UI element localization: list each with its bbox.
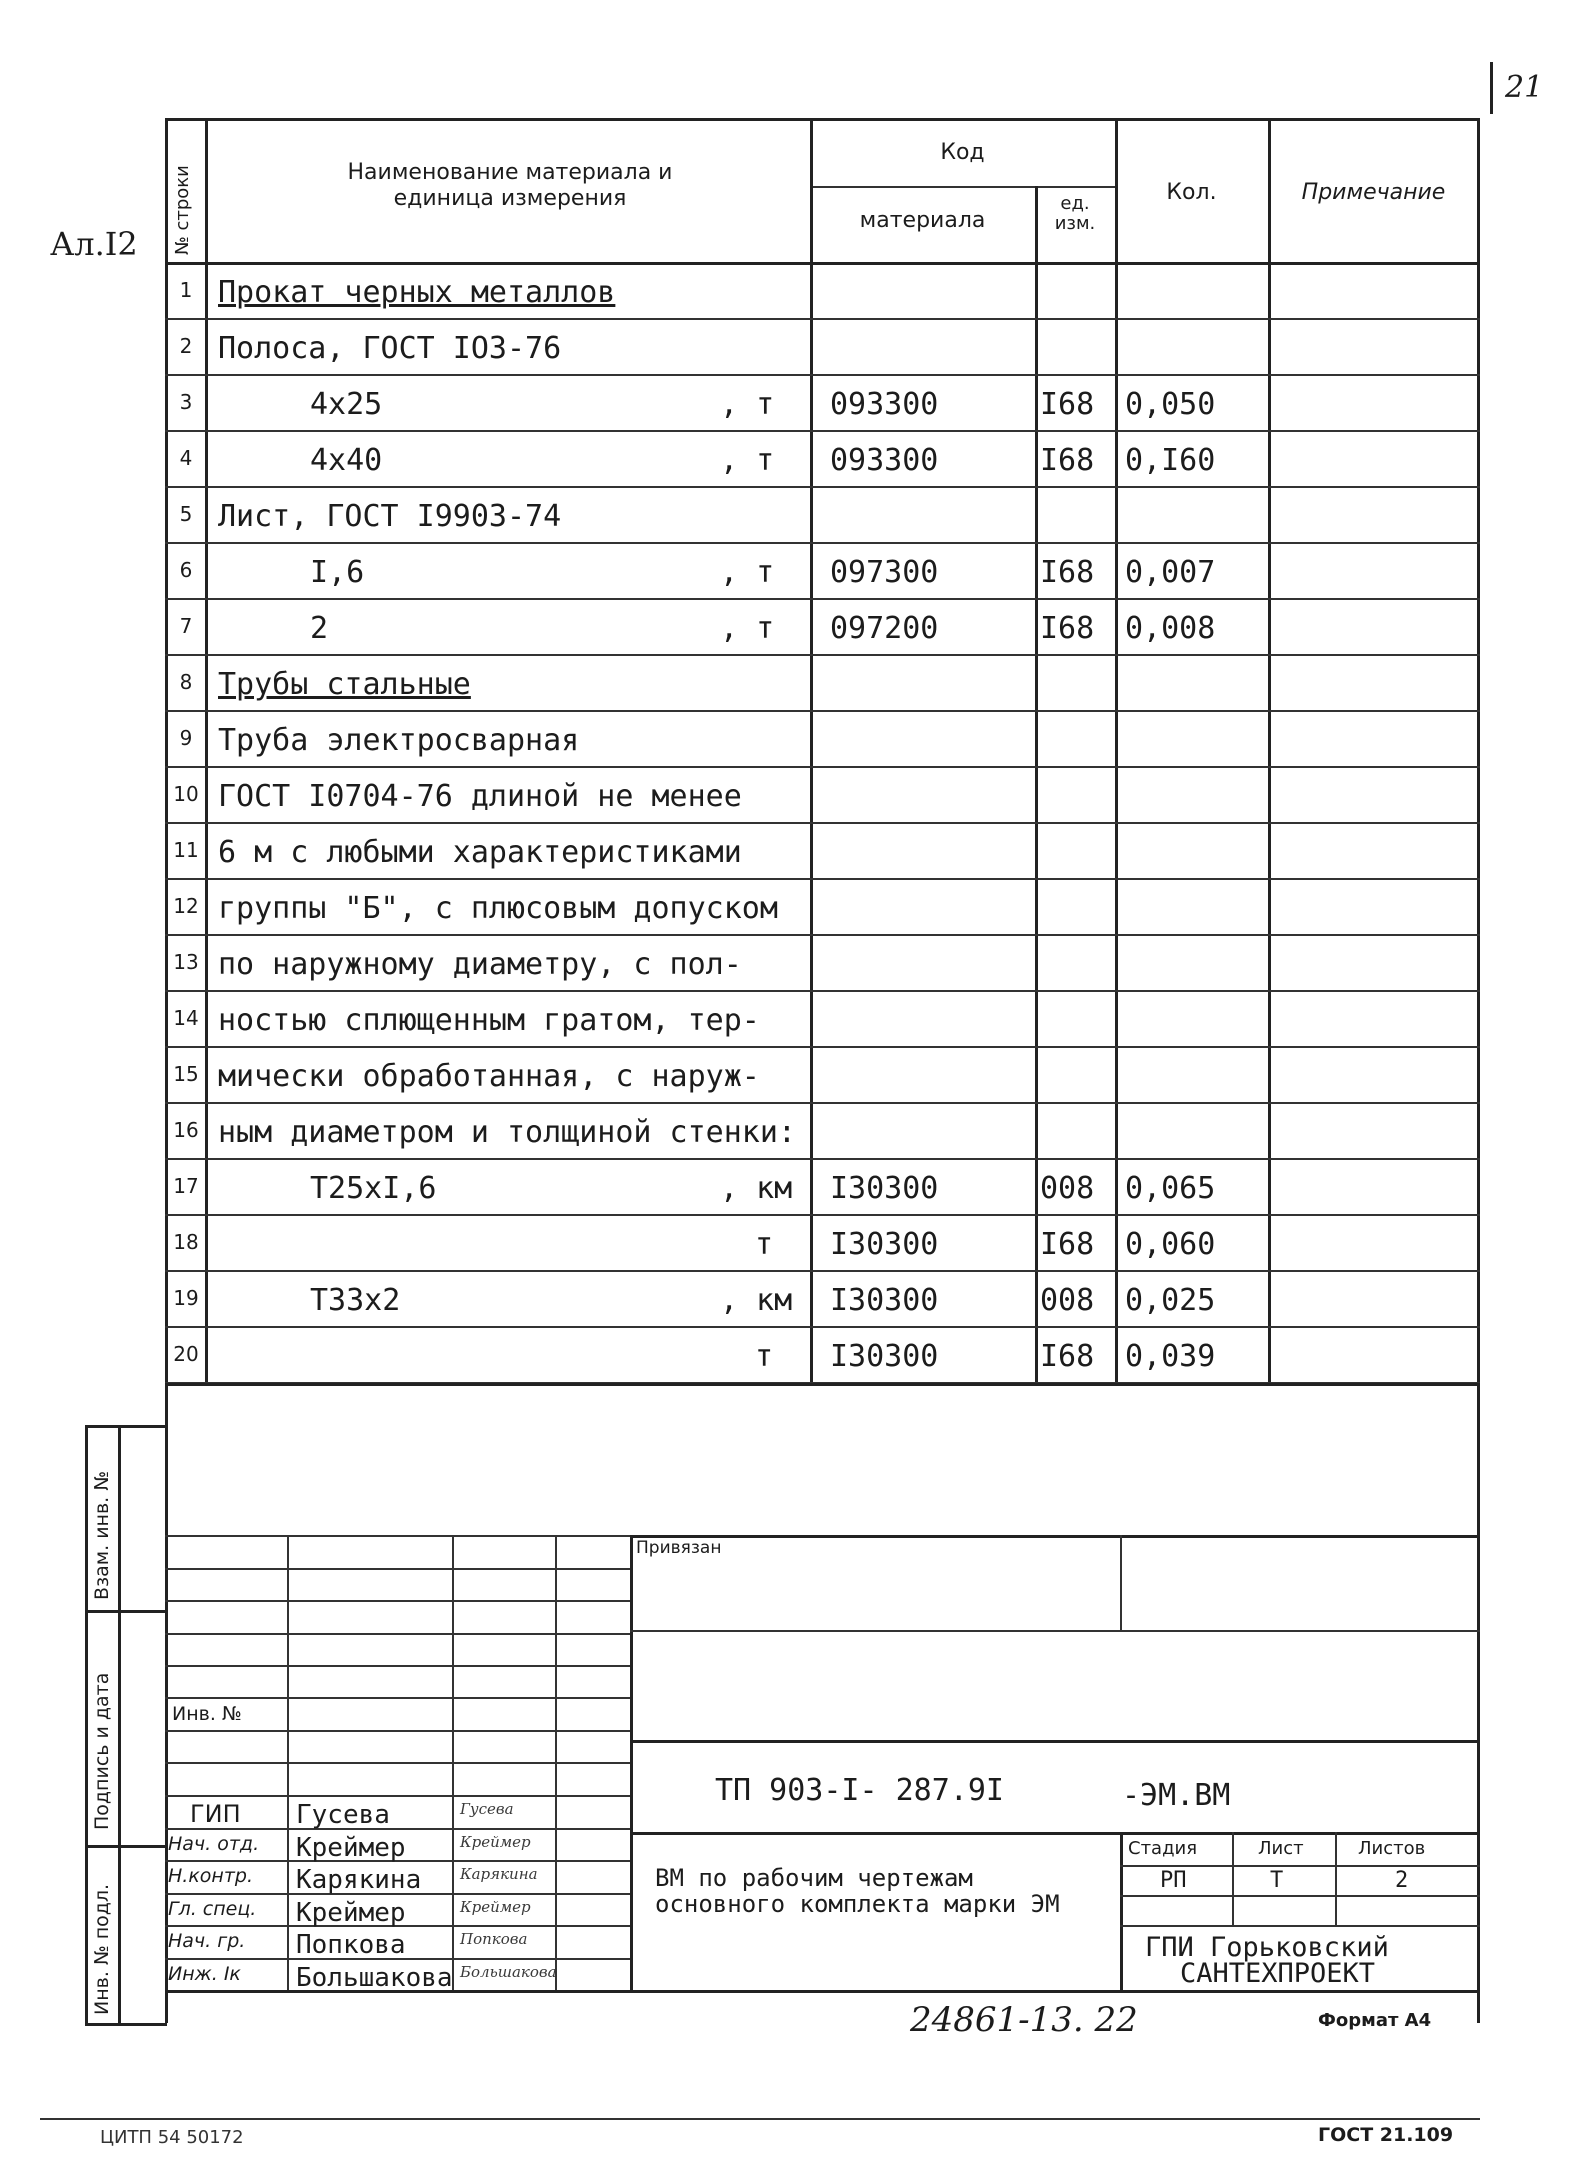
row-name: ностью сплющенным гратом, тер- xyxy=(218,1003,760,1038)
stamp-stage-label: Стадия xyxy=(1128,1838,1198,1859)
row-number: 17 xyxy=(173,1174,199,1198)
stamp-doc-code: ТП 903-I- 287.9I xyxy=(715,1773,1004,1808)
row-name: Прокат черных металлов xyxy=(218,275,616,310)
row-number: 15 xyxy=(173,1062,199,1086)
margin-podpis: Подпись и дата xyxy=(91,1672,113,1830)
header-code: Код xyxy=(940,140,985,165)
row-number: 16 xyxy=(173,1118,199,1142)
row-name: Т25xI,6 xyxy=(310,1171,437,1206)
footer-left: ЦИТП 54 50172 xyxy=(100,2127,244,2148)
person-role: Нач. отд. xyxy=(168,1832,260,1855)
row-unit: , т xyxy=(720,387,775,422)
row-name: по наружному диаметру, с пол- xyxy=(218,947,742,982)
row-number: 13 xyxy=(173,950,199,974)
margin-vzam: Взам. инв. № xyxy=(91,1470,113,1600)
row-qty: 0,065 xyxy=(1125,1171,1216,1206)
person-name: Карякина xyxy=(296,1865,422,1895)
person-role: Нач. гр. xyxy=(168,1930,246,1952)
row-divider xyxy=(165,430,1480,432)
row-name: Трубы стальные xyxy=(218,667,471,702)
row-unit: , км xyxy=(720,1171,793,1206)
row-divider xyxy=(165,1326,1480,1328)
row-qty: 0,025 xyxy=(1125,1283,1216,1318)
row-name: 4x40 xyxy=(310,443,383,478)
row-divider xyxy=(165,1046,1480,1048)
row-material-code: I30300 xyxy=(830,1339,939,1374)
row-number: 7 xyxy=(179,614,193,638)
stamp-stage: РП xyxy=(1160,1868,1187,1893)
row-unit: , т xyxy=(720,443,775,478)
row-divider xyxy=(165,1214,1480,1216)
row-name: 4x25 xyxy=(310,387,383,422)
person-name: Креймер xyxy=(296,1832,406,1863)
row-name: Труба электросварная xyxy=(218,723,580,758)
row-unit-code: I68 xyxy=(1040,555,1095,590)
row-qty: 0,050 xyxy=(1125,387,1216,422)
person-signature: Попкова xyxy=(460,1930,528,1948)
row-number: 4 xyxy=(179,446,193,470)
person-name: Большакова xyxy=(296,1962,453,1993)
person-role: Гл. спец. xyxy=(168,1897,257,1920)
row-divider xyxy=(165,1158,1480,1160)
row-unit-code: I68 xyxy=(1040,387,1095,422)
stamp-org-1: ГПИ Горьковский xyxy=(1145,1932,1389,1963)
row-number: 8 xyxy=(179,670,193,694)
row-unit: , т xyxy=(720,555,775,590)
person-role: ГИП xyxy=(190,1800,241,1828)
row-divider xyxy=(165,766,1480,768)
row-unit-code: 008 xyxy=(1040,1171,1095,1206)
row-material-code: I30300 xyxy=(830,1171,939,1206)
row-number: 11 xyxy=(173,838,199,862)
row-unit: , т xyxy=(720,611,775,646)
row-number: 9 xyxy=(179,726,193,750)
row-name: группы "Б", с плюсовым допуском xyxy=(218,891,778,926)
row-divider xyxy=(165,318,1480,320)
row-unit-code: 008 xyxy=(1040,1283,1095,1318)
row-number: 18 xyxy=(173,1230,199,1254)
row-divider xyxy=(165,878,1480,880)
row-qty: 0,007 xyxy=(1125,555,1216,590)
row-name: ГОСТ I0704-76 длиной не менее xyxy=(218,779,742,814)
row-qty: 0,060 xyxy=(1125,1227,1216,1262)
row-name: Лист, ГОСТ I9903-74 xyxy=(218,499,562,534)
row-material-code: I30300 xyxy=(830,1227,939,1262)
person-signature: Большакова xyxy=(460,1962,557,1981)
side-label: Ал.I2 xyxy=(50,225,138,263)
row-number: 3 xyxy=(179,390,193,414)
row-divider xyxy=(165,542,1480,544)
row-material-code: 093300 xyxy=(830,387,939,422)
row-number: 6 xyxy=(179,558,193,582)
row-number: 2 xyxy=(179,334,193,358)
person-name: Креймер xyxy=(296,1897,406,1928)
row-divider xyxy=(165,598,1480,600)
row-qty: 0,039 xyxy=(1125,1339,1216,1374)
page-number: 21 xyxy=(1505,70,1544,105)
row-unit-code: I68 xyxy=(1040,1339,1095,1374)
row-divider xyxy=(165,1270,1480,1272)
row-number: 20 xyxy=(173,1342,199,1366)
row-number: 12 xyxy=(173,894,199,918)
row-material-code: 097300 xyxy=(830,555,939,590)
row-unit: , км xyxy=(720,1283,793,1318)
stamp-doc-suffix: -ЭМ.ВМ xyxy=(1122,1778,1231,1813)
stamp-sheet-label: Лист xyxy=(1258,1838,1304,1859)
person-signature: Креймер xyxy=(460,1897,531,1916)
person-name: Попкова xyxy=(296,1930,406,1960)
header-qty: Кол. xyxy=(1166,180,1217,205)
stamp-sheets-label: Листов xyxy=(1358,1838,1426,1859)
stamp-sheets: 2 xyxy=(1395,1868,1409,1893)
row-unit-code: I68 xyxy=(1040,443,1095,478)
person-role: Н.контр. xyxy=(168,1865,254,1887)
row-name: Полоса, ГОСТ IO3-76 xyxy=(218,331,562,366)
stamp-inv-no: Инв. № xyxy=(172,1703,242,1725)
row-unit: т xyxy=(755,1339,774,1374)
person-role: Инж. Iк xyxy=(168,1962,241,1985)
footer-rule xyxy=(40,2118,1480,2120)
row-material-code: 093300 xyxy=(830,443,939,478)
header-row-no: № строки xyxy=(172,165,193,255)
row-number: 19 xyxy=(173,1286,199,1310)
header-note: Примечание xyxy=(1301,180,1446,205)
row-material-code: I30300 xyxy=(830,1283,939,1318)
margin-inv: Инв. № подл. xyxy=(91,1883,113,2015)
person-signature: Карякина xyxy=(460,1865,538,1883)
row-number: 10 xyxy=(173,782,199,806)
stamp-title: ВМ по рабочим чертежам основного комплекта марки ЭМ xyxy=(655,1864,1060,1918)
row-number: 5 xyxy=(179,502,193,526)
row-divider xyxy=(165,654,1480,656)
row-name: ным диаметром и толщиной стенки: xyxy=(218,1115,796,1150)
row-qty: 0,008 xyxy=(1125,611,1216,646)
stamp-sheet: Т xyxy=(1270,1868,1284,1893)
stamp-privyazan: Привязан xyxy=(636,1538,722,1558)
row-name: 6 м с любыми характеристиками xyxy=(218,835,742,870)
row-unit: т xyxy=(755,1227,774,1262)
row-divider xyxy=(165,710,1480,712)
row-qty: 0,I60 xyxy=(1125,443,1216,478)
header-unit: ед. изм. xyxy=(1054,193,1096,234)
page-number-divider xyxy=(1490,62,1493,114)
row-divider xyxy=(165,990,1480,992)
row-unit-code: I68 xyxy=(1040,1227,1095,1262)
row-divider xyxy=(165,1102,1480,1104)
row-number: 1 xyxy=(179,278,193,302)
row-material-code: 097200 xyxy=(830,611,939,646)
format-label: Формат А4 xyxy=(1318,2010,1432,2031)
header-name: Наименование материала и единица измерения xyxy=(347,160,673,211)
person-signature: Креймер xyxy=(460,1832,531,1851)
row-number: 14 xyxy=(173,1006,199,1030)
row-name: 2 xyxy=(310,611,329,646)
person-signature: Гусева xyxy=(460,1800,514,1818)
row-unit-code: I68 xyxy=(1040,611,1095,646)
person-name: Гусева xyxy=(296,1800,390,1830)
row-divider xyxy=(165,486,1480,488)
row-name: мически обработанная, с наруж- xyxy=(218,1059,760,1094)
stamp-org-2: САНТЕХПРОЕКТ xyxy=(1180,1958,1376,1989)
row-divider xyxy=(165,934,1480,936)
header-material: материала xyxy=(859,208,986,233)
row-name: Т33x2 xyxy=(310,1283,401,1318)
archive-number: 24861-13. 22 xyxy=(910,2000,1138,2040)
row-divider xyxy=(165,374,1480,376)
row-divider xyxy=(165,822,1480,824)
footer-right: ГОСТ 21.109 xyxy=(1318,2124,1454,2146)
row-name: I,6 xyxy=(310,555,365,590)
